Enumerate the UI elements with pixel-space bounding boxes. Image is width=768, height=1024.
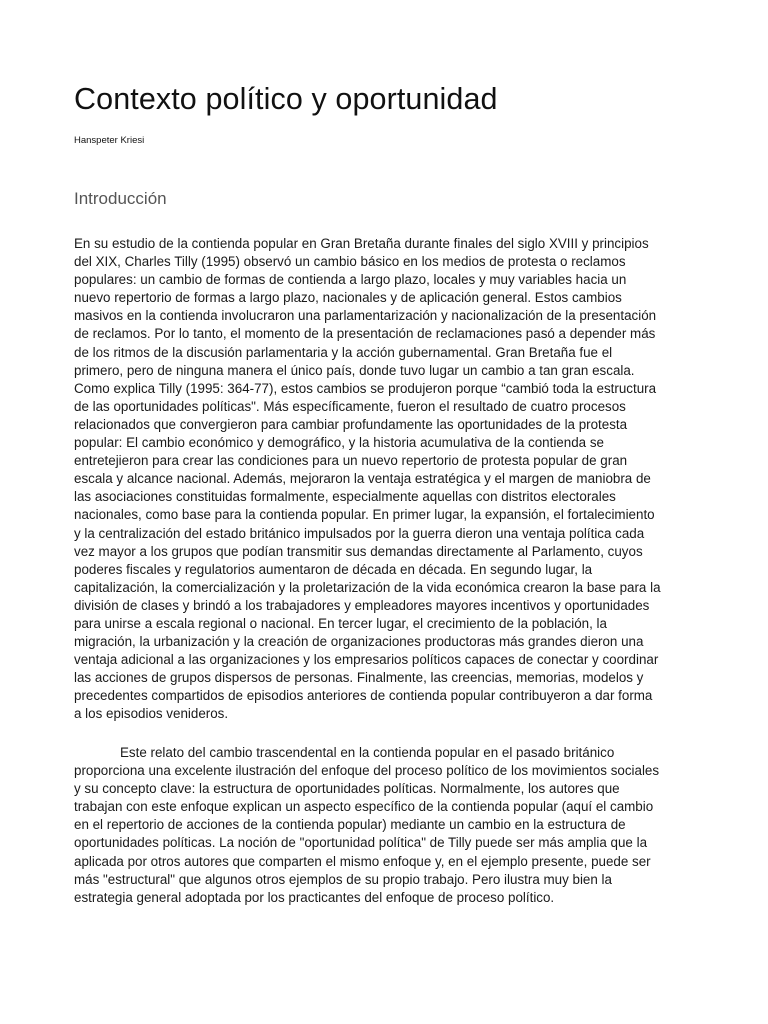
text-line: nuevo repertorio de formas a largo plazo, nacionales y de aplicación general. Estos cambios bbox=[74, 290, 622, 306]
text-line: precedentes compartidos de episodios anteriores de contienda popular contribuyeron a dar forma bbox=[74, 688, 653, 704]
text-line: para unirse a escala regional o nacional. En tercer lugar, el crecimiento de la población, la bbox=[74, 615, 607, 631]
text-line: trabajan con este enfoque explican un aspecto específico de la contienda popular (aquí el cambio bbox=[74, 799, 654, 815]
text-line: en el repertorio de acciones de la contienda popular) mediante un cambio en la estructura de bbox=[74, 817, 626, 833]
text-line: relacionados que convergieron para cambiar profundamente las oportunidades de la protesta bbox=[74, 416, 628, 432]
section-heading-introduction: Introducción bbox=[74, 189, 167, 208]
text-line: masivos en la contienda involucraron una parlamentarización y nacionalización de la presentación bbox=[74, 308, 657, 324]
text-line: de reclamos. Por lo tanto, el momento de la presentación de reclamaciones pasó a depender más bbox=[74, 326, 656, 342]
text-line: escala y alcance nacional. Además, mejoraron la ventaja estratégica y el margen de maniobra de bbox=[74, 471, 651, 487]
text-line: nacionales, como base para la contienda popular. En primer lugar, la expansión, el fortalecimiento bbox=[74, 507, 655, 523]
text-line: Como explica Tilly (1995: 364-77), estos cambios se produjeron porque “cambió toda la estructura bbox=[74, 380, 657, 396]
text-line: populares: un cambio de formas de contienda a largo plazo, locales y muy variables hacia un bbox=[74, 272, 627, 288]
text-line: oportunidades políticas. La noción de "oportunidad política" de Tilly puede ser más amplia que la bbox=[74, 835, 648, 851]
text-line: de las oportunidades políticas". Más específicamente, fueron el resultado de cuatro procesos bbox=[74, 398, 626, 414]
text-line: proporciona una excelente ilustración del enfoque del proceso político de los movimientos sociales bbox=[74, 763, 660, 779]
text-line: migración, la urbanización y la creación de organizaciones productoras más grandes dieron una bbox=[74, 634, 644, 650]
text-line: estrategia general adoptada por los practicantes del enfoque de proceso político. bbox=[74, 889, 555, 905]
paragraph-2 bbox=[74, 744, 698, 907]
text-line: las asociaciones constituidas formalmente, especialmente aquellas con distritos electorales bbox=[74, 489, 616, 505]
text-line: de los ritmos de la discusión parlamentaria y la acción gubernamental. Gran Bretaña fue el bbox=[74, 344, 613, 360]
text-line: En su estudio de la contienda popular en Gran Bretaña durante finales del siglo XVIII y principios bbox=[74, 236, 649, 251]
text-line: capitalización, la comercialización y la proletarización de la vida económica crearon la base para la bbox=[74, 579, 661, 595]
text-line: Este relato del cambio trascendental en la contienda popular en el pasado británico bbox=[120, 745, 615, 760]
document-title: Contexto político y oportunidad bbox=[74, 82, 498, 116]
text-line: del XIX, Charles Tilly (1995) observó un cambio básico en los medios de protesta o reclamos bbox=[74, 254, 626, 270]
text-line: división de clases y brindó a los trabajadores y empleadores mayores incentivos y oportunidades bbox=[74, 597, 650, 613]
text-line: y la centralización del estado británico impulsados por la guerra dieron una ventaja política cada bbox=[74, 525, 645, 541]
paragraph-1 bbox=[74, 235, 698, 724]
author-name: Hanspeter Kriesi bbox=[74, 135, 145, 146]
text-line: y su concepto clave: la estructura de oportunidades políticas. Normalmente, los autores que bbox=[74, 781, 620, 797]
text-line: ventaja adicional a las organizaciones y los empresarios políticos capaces de conectar y coordinar bbox=[74, 652, 659, 668]
text-line: las acciones de grupos dispersos de personas. Finalmente, las creencias, memorias, modelos y bbox=[74, 670, 644, 686]
text-line: entretejieron para crear las condiciones para un nuevo repertorio de protesta popular de gran bbox=[74, 453, 628, 469]
text-line: vez mayor a los grupos que podían transmitir sus demandas directamente al Parlamento, cuyos bbox=[74, 543, 643, 559]
text-line: más "estructural" que algunos otros ejemplos de su propio trabajo. Pero ilustra muy bien la bbox=[74, 871, 612, 887]
text-line: popular: El cambio económico y demográfico, y la historia acumulativa de la contienda se bbox=[74, 435, 604, 451]
text-line: primero, pero de ninguna manera el único país, donde tuvo lugar un cambio a tan gran escala. bbox=[74, 362, 635, 378]
text-line: aplicada por otros autores que comparten el mismo enfoque y, en el ejemplo presente, puede ser bbox=[74, 853, 651, 869]
text-line: poderes fiscales y regulatorios aumentaron de década en década. En segundo lugar, la bbox=[74, 561, 593, 577]
text-line: a los episodios venideros. bbox=[74, 706, 229, 722]
